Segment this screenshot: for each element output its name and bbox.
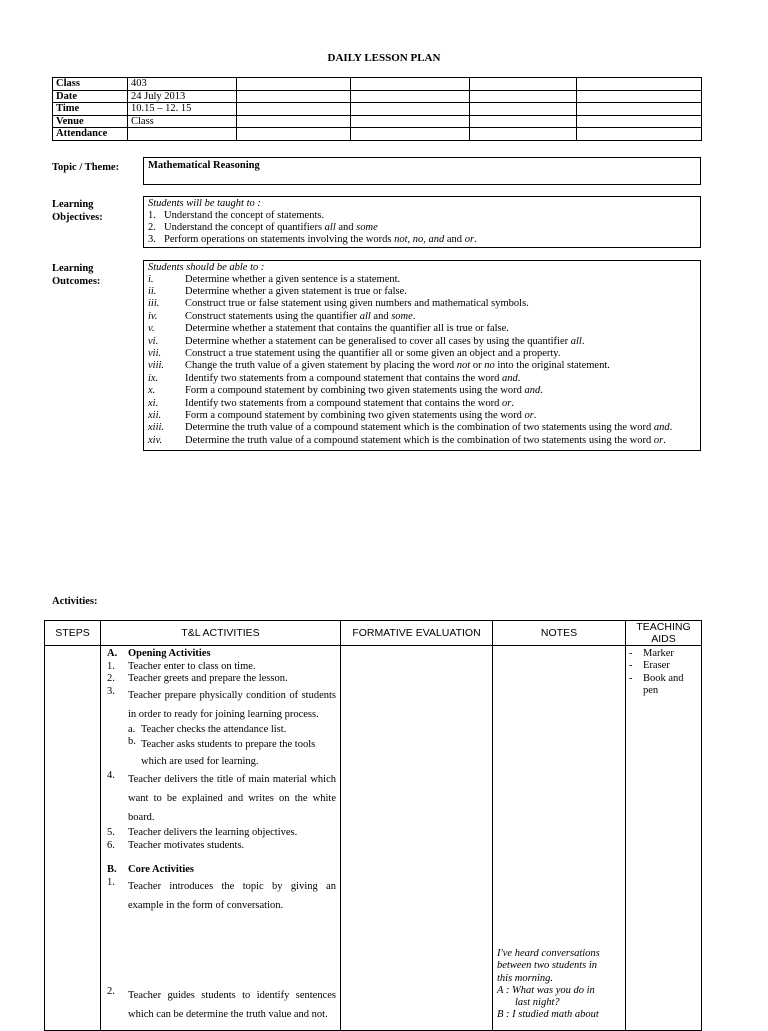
objectives-box bbox=[143, 196, 701, 248]
objectives-label-line2: Objectives: bbox=[52, 212, 103, 223]
opening-step bbox=[107, 827, 336, 840]
bullet: - bbox=[629, 672, 633, 684]
outcome-item-text: Construct a true statement using the quantifier all or some given an object and a property. bbox=[185, 347, 561, 359]
outcome-item bbox=[148, 373, 696, 385]
notes-line: A : What was you do in bbox=[497, 984, 595, 996]
outcome-item bbox=[148, 286, 696, 298]
teaching-aid-item bbox=[629, 673, 698, 698]
header-notes: NOTES bbox=[493, 621, 626, 646]
core-title: Core Activities bbox=[128, 864, 194, 875]
outcome-item-number: iv. bbox=[148, 310, 158, 322]
step-number: 4. bbox=[107, 770, 115, 781]
opening-step bbox=[107, 686, 336, 724]
opening-substep bbox=[107, 736, 336, 770]
steps-cell bbox=[45, 646, 101, 1031]
formative-evaluation-cell bbox=[341, 646, 493, 1031]
info-empty-cell bbox=[237, 103, 351, 116]
objective-item-number: 3. bbox=[148, 234, 156, 246]
info-empty-cell bbox=[470, 103, 577, 116]
teaching-aid-item bbox=[629, 648, 698, 660]
outcome-item-number: xiv. bbox=[148, 434, 163, 446]
core-step-2-text: Teacher guides students to identify sentences which can be determine the truth value and not. bbox=[128, 989, 336, 1020]
step-text: Teacher delivers the title of main material which want to be explained and writes on the white board. bbox=[128, 774, 336, 823]
core-step-2-number: 2. bbox=[107, 985, 115, 997]
core-step-2 bbox=[107, 986, 336, 1024]
header-formative-evaluation: FORMATIVE EVALUATION bbox=[341, 621, 493, 646]
outcome-item-text: Determine whether a statement can be generalised to cover all cases by using the quantifier all. bbox=[185, 335, 585, 347]
info-empty-cell bbox=[237, 115, 351, 128]
step-number: 1. bbox=[107, 660, 115, 672]
info-empty-cell bbox=[351, 103, 470, 116]
header-steps: STEPS bbox=[45, 621, 101, 646]
activities-table bbox=[44, 620, 702, 1031]
info-empty-cell bbox=[351, 115, 470, 128]
outcome-item-text: Form a compound statement by combining two given statements using the word and. bbox=[185, 385, 543, 397]
header-teaching-aids bbox=[626, 621, 702, 646]
objective-item-text: Understand the concept of statements. bbox=[164, 209, 325, 221]
core-step-1-text: Teacher introduces the topic by giving an example in the form of conversation. bbox=[128, 880, 336, 911]
header-aids-line1: TEACHING bbox=[636, 621, 691, 633]
bullet: - bbox=[629, 648, 633, 659]
outcome-item bbox=[148, 398, 696, 410]
info-row bbox=[53, 103, 702, 116]
step-text: Teacher checks the attendance list. bbox=[141, 723, 287, 735]
opening-activities-list bbox=[107, 661, 336, 853]
outcome-item-number: vii. bbox=[148, 347, 162, 359]
outcome-item bbox=[148, 298, 696, 310]
teaching-aid-item bbox=[629, 660, 698, 672]
topic-value: Mathematical Reasoning bbox=[148, 160, 260, 171]
info-row bbox=[53, 90, 702, 103]
outcome-item bbox=[148, 311, 696, 323]
info-empty-cell bbox=[577, 103, 702, 116]
activities-label: Activities: bbox=[52, 596, 98, 607]
info-empty-cell bbox=[470, 78, 577, 91]
step-number: b. bbox=[128, 736, 136, 747]
bullet: - bbox=[629, 660, 633, 672]
info-value: 10.15 – 12. 15 bbox=[128, 103, 237, 116]
info-empty-cell bbox=[577, 78, 702, 91]
notes-cell bbox=[493, 646, 626, 1031]
notes-line: B : I studied math about bbox=[497, 1009, 599, 1021]
info-empty-cell bbox=[351, 128, 470, 141]
outcome-item-text: Construct statements using the quantifier all and some. bbox=[185, 310, 416, 322]
step-text: Teacher greets and prepare the lesson. bbox=[128, 673, 288, 684]
core-letter: B. bbox=[107, 864, 117, 875]
outcome-item bbox=[148, 410, 696, 422]
core-step-1-number: 1. bbox=[107, 876, 115, 888]
step-text: Teacher motivates students. bbox=[128, 839, 245, 851]
teaching-aid-text: Marker bbox=[643, 648, 674, 659]
notes-line: last night? bbox=[515, 997, 560, 1009]
objective-item bbox=[148, 234, 696, 246]
outcome-item-text: Determine whether a given sentence is a statement. bbox=[185, 273, 401, 285]
topic-box bbox=[143, 157, 701, 185]
objective-item-text: Understand the concept of quantifiers all and some bbox=[164, 221, 378, 233]
step-text: Teacher prepare physically condition of students in order to ready for joining learning process. bbox=[128, 689, 336, 720]
topic-label: Topic / Theme: bbox=[52, 162, 120, 173]
outcome-item-text: Construct true or false statement using given numbers and mathematical symbols. bbox=[185, 298, 529, 310]
outcome-item-number: x. bbox=[148, 385, 156, 397]
outcome-item bbox=[148, 336, 696, 348]
teaching-aid-text: Eraser bbox=[643, 660, 670, 672]
objectives-label-line1: Learning bbox=[52, 199, 94, 210]
outcome-item-text: Determine whether a given statement is true or false. bbox=[185, 285, 407, 297]
outcome-item bbox=[148, 348, 696, 360]
outcome-item-number: v. bbox=[148, 323, 155, 335]
objective-item-number: 1. bbox=[148, 209, 156, 221]
teaching-aids-list bbox=[629, 648, 698, 697]
outcome-item-number: xiii. bbox=[148, 422, 165, 434]
outcome-item-text: Determine whether a statement that contains the quantifier all is true or false. bbox=[185, 323, 509, 335]
info-row bbox=[53, 128, 702, 141]
notes-line: I've heard conversations bbox=[497, 948, 600, 959]
notes-conversation bbox=[497, 948, 621, 1022]
notes-line: this morning. bbox=[497, 972, 554, 984]
opening-step bbox=[107, 673, 336, 686]
outcome-item-text: Identify two statements from a compound statement that contains the word and. bbox=[185, 372, 521, 384]
info-value: Class bbox=[128, 115, 237, 128]
info-label: Time bbox=[53, 103, 128, 116]
outcome-item bbox=[148, 274, 696, 286]
info-label: Date bbox=[53, 90, 128, 103]
outcomes-intro: Students should be able to : bbox=[148, 262, 265, 273]
info-empty-cell bbox=[237, 128, 351, 141]
outcomes-label-line2: Outcomes: bbox=[52, 276, 101, 287]
outcomes-box bbox=[143, 260, 701, 451]
step-number: 6. bbox=[107, 839, 115, 851]
opening-letter: A. bbox=[107, 648, 118, 659]
outcome-item-number: i. bbox=[148, 273, 154, 285]
outcome-item-number: iii. bbox=[148, 298, 160, 310]
header-tl-activities: T&L ACTIVITIES bbox=[101, 621, 341, 646]
info-empty-cell bbox=[470, 115, 577, 128]
info-empty-cell bbox=[577, 90, 702, 103]
outcome-item-text: Form a compound statement by combining two given statements using the word or. bbox=[185, 409, 537, 421]
class-info-table bbox=[52, 77, 702, 141]
outcome-item-text: Identify two statements from a compound statement that contains the word or. bbox=[185, 397, 514, 409]
notes-line: between two students in bbox=[497, 960, 598, 972]
info-empty-cell bbox=[470, 90, 577, 103]
opening-step bbox=[107, 840, 336, 853]
step-number: 2. bbox=[107, 673, 115, 684]
step-number: 5. bbox=[107, 827, 115, 838]
outcome-item bbox=[148, 422, 696, 434]
objective-item bbox=[148, 222, 696, 234]
outcome-item-number: xii. bbox=[148, 409, 162, 421]
info-value: 24 July 2013 bbox=[128, 90, 237, 103]
info-empty-cell bbox=[351, 78, 470, 91]
info-value: 403 bbox=[128, 78, 237, 91]
info-empty-cell bbox=[237, 78, 351, 91]
outcome-item-number: vi. bbox=[148, 335, 159, 347]
info-row bbox=[53, 115, 702, 128]
info-empty-cell bbox=[470, 128, 577, 141]
objectives-list bbox=[148, 210, 696, 247]
objective-item bbox=[148, 210, 696, 222]
info-row bbox=[53, 78, 702, 91]
opening-step bbox=[107, 770, 336, 827]
outcome-item bbox=[148, 360, 696, 372]
info-empty-cell bbox=[577, 115, 702, 128]
header-aids-line2: AIDS bbox=[651, 633, 676, 645]
objective-item-text: Perform operations on statements involving the words not, no, and and or. bbox=[164, 234, 477, 246]
objectives-label bbox=[52, 198, 103, 224]
objectives-intro: Students will be taught to : bbox=[148, 198, 261, 209]
outcome-item bbox=[148, 323, 696, 335]
step-text: Teacher enter to class on time. bbox=[128, 660, 256, 672]
info-label: Attendance bbox=[53, 128, 128, 141]
opening-step bbox=[107, 661, 336, 674]
outcome-item-number: ii. bbox=[148, 285, 157, 297]
outcome-item-number: viii. bbox=[148, 360, 165, 372]
info-label: Venue bbox=[53, 115, 128, 128]
outcomes-list bbox=[148, 274, 696, 448]
info-value bbox=[128, 128, 237, 141]
outcomes-label bbox=[52, 262, 100, 288]
info-label: Class bbox=[53, 78, 128, 91]
outcome-item bbox=[148, 435, 696, 447]
tl-activities-cell bbox=[101, 646, 341, 1031]
activities-row bbox=[45, 646, 702, 1031]
info-empty-cell bbox=[237, 90, 351, 103]
outcome-item bbox=[148, 385, 696, 397]
outcome-item-number: ix. bbox=[148, 372, 159, 384]
opening-title: Opening Activities bbox=[128, 648, 211, 659]
objective-item-number: 2. bbox=[148, 221, 156, 233]
info-empty-cell bbox=[577, 128, 702, 141]
teaching-aid-text: Book and pen bbox=[643, 672, 684, 696]
step-number: a. bbox=[128, 723, 136, 735]
teaching-aids-cell bbox=[626, 646, 702, 1031]
outcome-item-text: Determine the truth value of a compound statement which is the combination of two statements using the word or. bbox=[185, 434, 666, 446]
outcome-item-text: Determine the truth value of a compound statement which is the combination of two statements using the word and. bbox=[185, 422, 673, 434]
step-text: Teacher asks students to prepare the tools which are used for learning. bbox=[141, 739, 316, 767]
outcomes-label-line1: Learning bbox=[52, 263, 94, 274]
document-title: DAILY LESSON PLAN bbox=[327, 52, 441, 64]
outcome-item-text: Change the truth value of a given statement by placing the word not or no into the original statement. bbox=[185, 360, 610, 372]
step-text: Teacher delivers the learning objectives. bbox=[128, 827, 298, 838]
step-number: 3. bbox=[107, 685, 115, 697]
core-step-1 bbox=[107, 877, 336, 915]
opening-substep bbox=[107, 724, 336, 737]
outcome-item-number: xi. bbox=[148, 397, 159, 409]
info-empty-cell bbox=[351, 90, 470, 103]
